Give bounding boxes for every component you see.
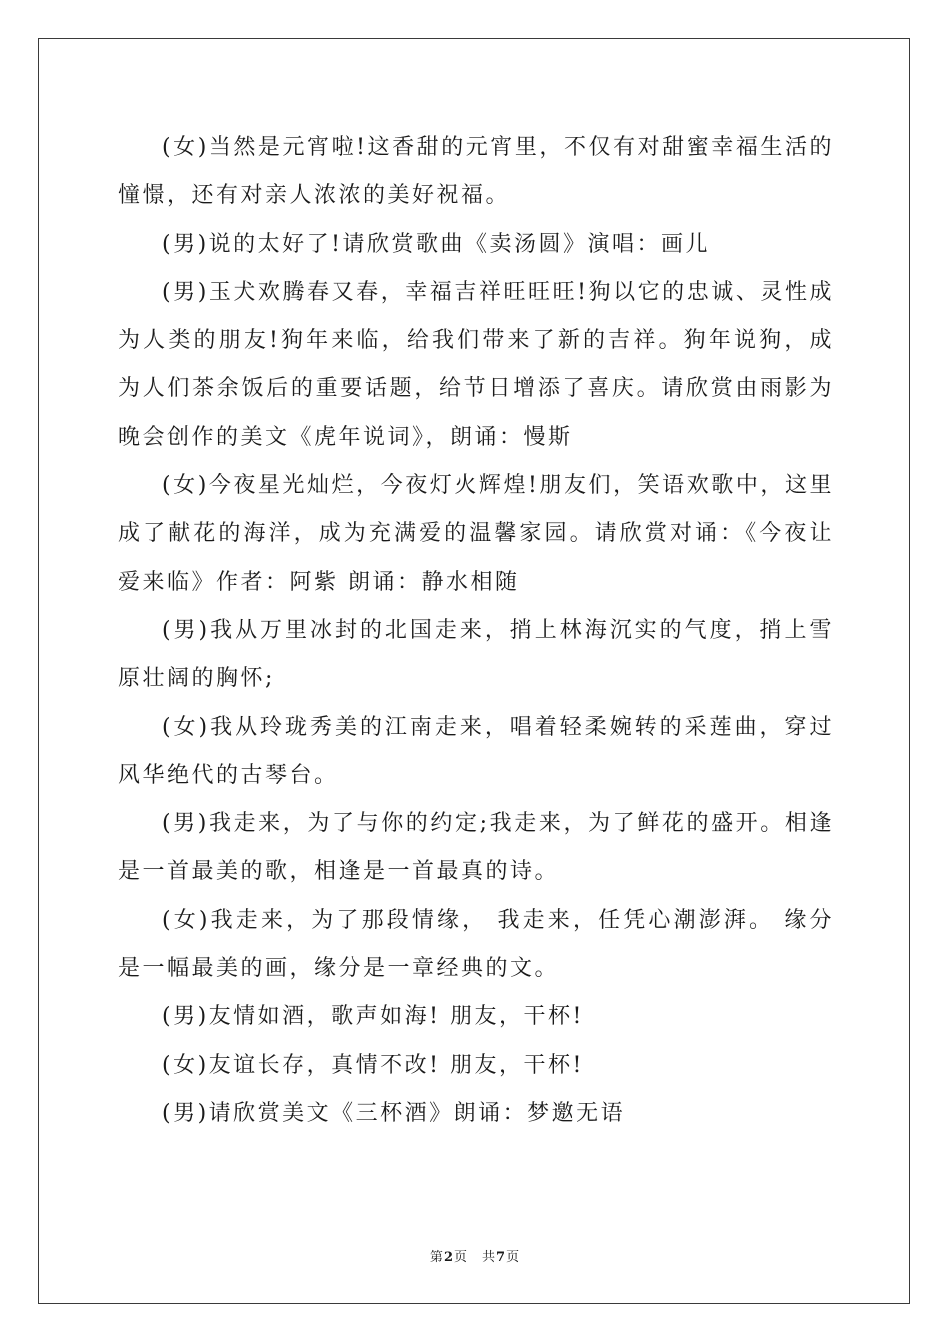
total-suffix: 页	[506, 1250, 521, 1265]
paragraph: (男)我从万里冰封的北国走来，捎上林海沉实的气度，捎上雪原壮阔的胸怀;	[118, 617, 834, 692]
page-footer	[0, 1246, 950, 1265]
paragraph: (女)当然是元宵啦!这香甜的元宵里，不仅有对甜蜜幸福生活的憧憬，还有对亲人浓浓的美好祝福。	[118, 135, 834, 209]
paragraph: (男)玉犬欢腾春又春，幸福吉祥旺旺旺!狗以它的忠诚、灵性成为人类的朋友!狗年来临，给我们带来了新的吉祥。狗年说狗，成为人们茶余饭后的重要话题，给节日增添了喜庆。请欣赏由雨影为晚会创作的美文《虎年说词》，朗诵：慢斯	[118, 279, 834, 450]
page-prefix: 第	[429, 1250, 444, 1265]
paragraph: (男)友情如酒，歌声如海! 朋友，干杯!	[162, 1004, 584, 1030]
paragraph: (男)说的太好了!请欣赏歌曲《卖汤圆》演唱：画儿	[162, 231, 711, 257]
current-page-number: 2	[443, 1250, 454, 1265]
paragraph: (女)我走来，为了那段情缘， 我走来，任凭心潮澎湃。 缘分是一幅最美的画，缘分是一章经典的文。	[118, 907, 834, 982]
total-prefix: 共	[482, 1250, 497, 1265]
paragraph: (女)今夜星光灿烂，今夜灯火辉煌!朋友们，笑语欢歌中，这里成了献花的海洋，成为充满爱的温馨家园。请欣赏对诵：《今夜让爱来临》作者：阿紫 朗诵：静水相随	[118, 473, 834, 595]
document-body	[118, 124, 834, 1138]
page-suffix: 页	[453, 1250, 468, 1265]
total-page-number: 7	[496, 1250, 507, 1265]
paragraph: (女)我从玲珑秀美的江南走来，唱着轻柔婉转的采莲曲，穿过风华绝代的古琴台。	[118, 714, 834, 788]
paragraph: (男)我走来，为了与你的约定;我走来，为了鲜花的盛开。相逢是一首最美的歌，相逢是一首最真的诗。	[118, 811, 834, 885]
paragraph: (男)请欣赏美文《三杯酒》朗诵：梦邀无语	[162, 1100, 626, 1126]
paragraph: (女)友谊长存，真情不改! 朋友，干杯!	[162, 1052, 584, 1078]
